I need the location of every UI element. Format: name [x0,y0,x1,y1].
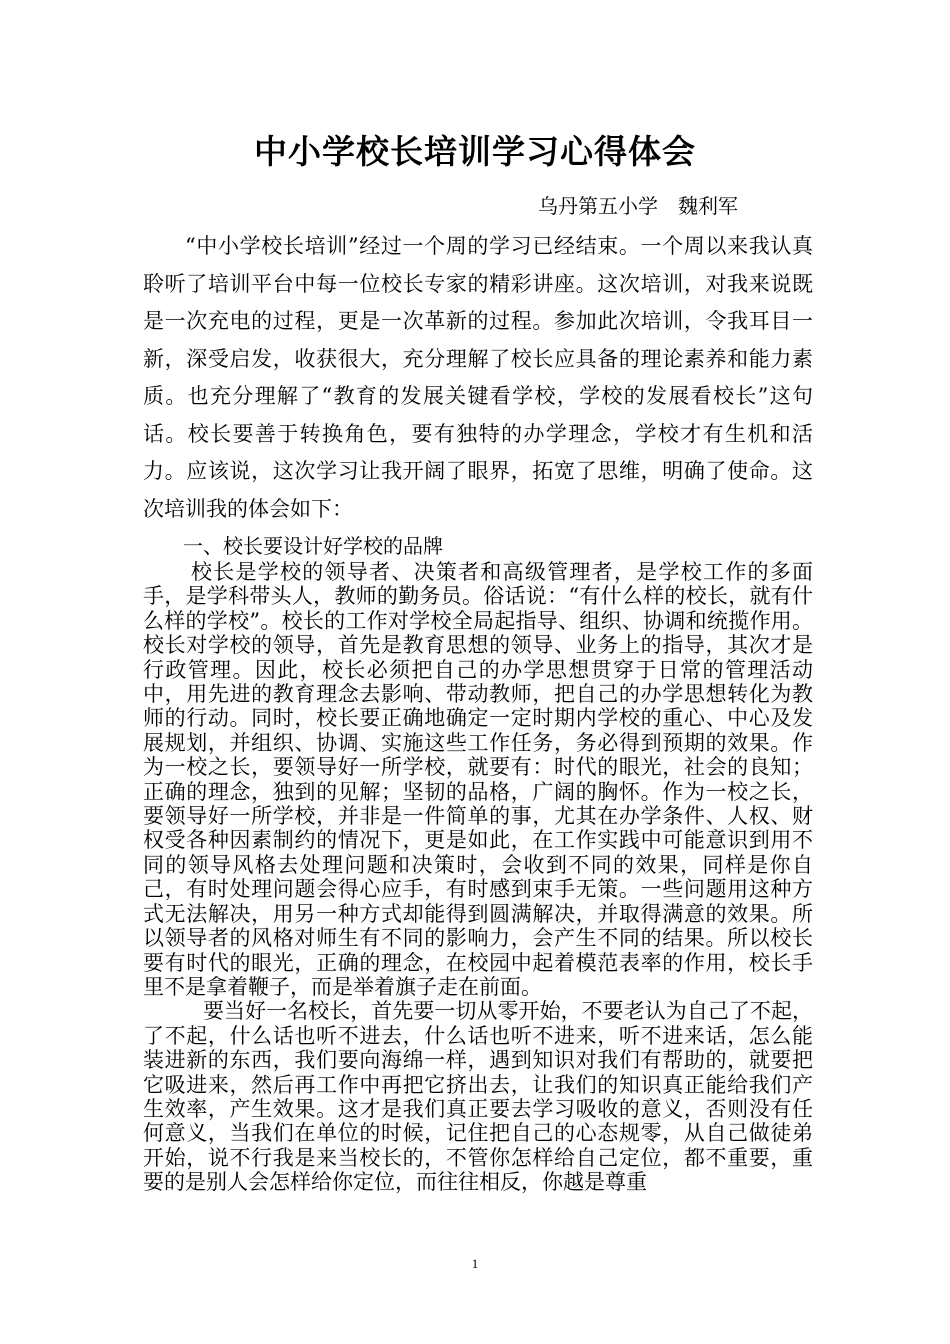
page-number: 1 [471,1256,479,1271]
body-text-dense [143,560,813,1195]
paragraph: 要当好一名校长，首先要一切从零开始，不要老认为自己了不起，了不起，什么话也听不进去，什么话也听不进来，听不进来话，怎么能装进新的东西，我们要向海绵一样，遇到知识对我们有帮助的，就要把它吸进来，然后再工作中再把它挤出去，让我们的知识真正能给我们产生效率，产生效果。这才是我们真正要去学习吸收的意义，否则没有任何意义，当我们在单位的时候，记住把自己的心态规零，从自己做徒弟开始，说不行我是来当校长的，不管你怎样给自己定位，都不重要，重要的是别人会怎样给你定位，而往往相反，你越是尊重 [143,999,813,1195]
document-title: 中小学校长培训学习心得体会 [254,132,696,171]
body-text [143,228,813,565]
author-line: 乌丹第五小学 魏利军 [538,194,738,218]
section-heading: 一、校长要设计好学校的品牌 [183,534,443,558]
intro-paragraph: “中小学校长培训”经过一个周的学习已经结束。一个周以来我认真聆听了培训平台中每一位校长专家的精彩讲座。这次培训，对我来说既是一次充电的过程，更是一次革新的过程。参加此次培训，令我耳目一新，深受启发，收获很大，充分理解了校长应具备的理论素养和能力素质。也充分理解了“教育的发展关键看学校，学校的发展看校长”这句话。校长要善于转换角色，要有独特的办学理念，学校才有生机和活力。应该说，这次学习让我开阔了眼界，拓宽了思维，明确了使命。这次培训我的体会如下： [143,234,813,521]
paragraph: 校长是学校的领导者、决策者和高级管理者，是学校工作的多面手，是学科带头人，教师的勤务员。俗话说：“有什么样的校长，就有什么样的学校”。校长的工作对学校全局起指导、组织、协调和统揽作用。校长对学校的领导，首先是教育思想的领导、业务上的指导，其次才是行政管理。因此，校长必须把自己的办学思想贯穿于日常的管理活动中，用先进的教育理念去影响、带动教师，把自己的办学思想转化为教师的行动。同时，校长要正确地确定一定时期内学校的重心、中心及发展规划，并组织、协调、实施这些工作任务，务必得到预期的效果。作为一校之长，要领导好一所学校，就要有：时代的眼光，社会的良知；正确的理念，独到的见解；坚韧的品格，广阔的胸怀。作为一校之长，要领导好一所学校，并非是一件简单的事，尤其在办学条件、人权、财权受各种因素制约的情况下，更是如此，在工作实践中可能意识到用不同的领导风格去处理问题和决策时，会收到不同的效果，同样是你自己，有时处理问题会得心应手，有时感到束手无策。一些问题用这种方式无法解决，用另一种方式却能得到圆满解决，并取得满意的效果。所以领导者的风格对师生有不同的影响力，会产生不同的结果。所以校长要有时代的眼光，正确的理念，在校园中起着模范表率的作用，校长手里不是拿着鞭子，而是举着旗子走在前面。 [143,560,813,999]
